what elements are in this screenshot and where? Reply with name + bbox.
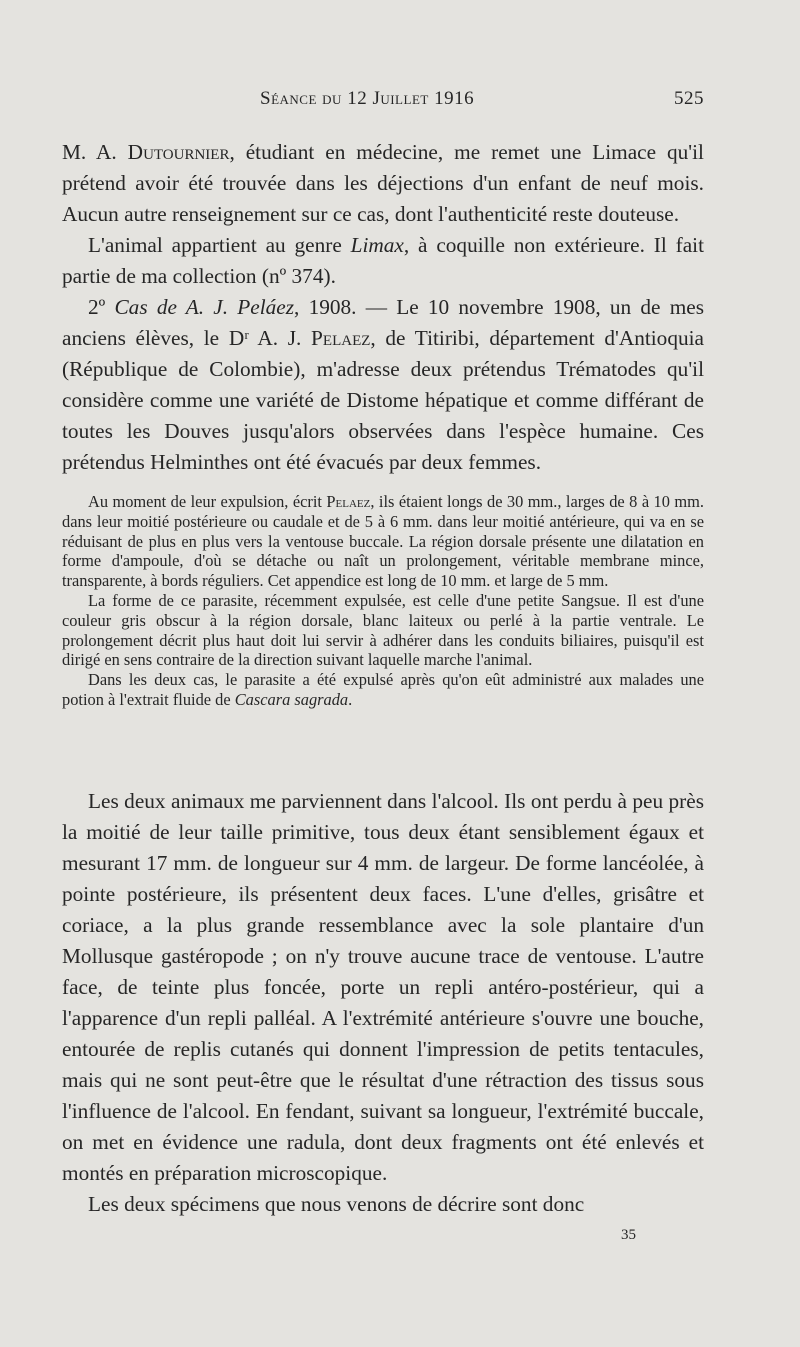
running-header — [62, 88, 704, 118]
header-title: Séance du 12 Juillet 1916 — [260, 88, 475, 109]
paragraph-conclusion: Les deux spécimens que nous venons de décrire sont donc — [88, 1192, 585, 1216]
paragraph-limax: L'animal appartient au genre Limax, à coquille non extérieure. Il fait partie de ma collection (nº 374). — [62, 233, 704, 288]
paragraph-description: Les deux animaux me parviennent dans l'alcool. Ils ont perdu à peu près la moitié de leur taille primitive, tous deux étant sensiblement égaux et mesurant 17 mm. de longueur sur 4 mm. de largeur. De forme lancéolée, à pointe postérieure, ils présentent deux faces. L'une d'elles, grisâtre et coriace, a la plus grande ressemblance avec la sole plantaire d'un Mollusque gastéropode ; on n'y trouve aucune trace de ventouse. L'autre face, de teinte plus foncée, porte un repli antéro-postérieur, qui a l'apparence d'un repli palléal. A l'extrémité antérieure s'ouvre une bouche, entourée de replis cutanés qui donnent l'impression de petits tentacules, mais qui ne sont peut-être que le résultat d'une rétraction des tissus sous l'influence de l'alcool. En fendant, suivant sa longueur, l'extrémité buccale, on met en évidence une radula, dont deux fragments ont été enlevés et montés en préparation microscopique. — [62, 789, 704, 1185]
paragraph-case-pelaez: 2º Cas de A. J. Peláez, 1908. — Le 10 novembre 1908, un de mes anciens élèves, le Dʳ A. J. Pelaez, de Titiribi, département d'Antioquia (République de Colombie), m'adresse deux prétendus Trématodes qu'il considère comme une variété de Distome hépatique et comme différant de toutes les Douves jusqu'alors observées dans l'espèce humaine. Ces prétendus Helminthes ont été évacués par deux femmes. — [62, 295, 704, 474]
page-number: 525 — [674, 88, 704, 109]
quote-treatment: Dans les deux cas, le parasite a été expulsé après qu'on eût administré aux malades une potion à l'extrait fluide de Cascara sagrada. — [62, 670, 704, 709]
description-paragraphs — [62, 786, 704, 1220]
paragraph-dutournier: M. A. Dutournier, étudiant en médecine, me remet une Limace qu'il prétend avoir été trouvée dans les déjections d'un enfant de neuf mois. Aucun autre renseignement sur ce cas, dont l'authenticité reste douteuse. — [62, 140, 704, 226]
signature-mark: 35 — [621, 1227, 636, 1243]
intro-paragraphs — [62, 137, 704, 478]
quote-expulsion: Au moment de leur expulsion, écrit Pelaez, ils étaient longs de 30 mm., larges de 8 à 10 mm. dans leur moitié postérieure ou caudale et de 5 à 6 mm. dans leur moitié antérieure, qui va en se réduisant de plus en plus vers la ventouse buccale. La région dorsale présente une dilatation en forme d'ampoule, d'où se détache ou naît un prolongement, véritable membrane mince, transparente, à bords réguliers. Cet appendice est long de 10 mm. et large de 5 mm. — [62, 492, 704, 591]
quote-form: La forme de ce parasite, récemment expulsée, est celle d'une petite Sangsue. Il est d'une couleur gris obscur à la région dorsale, blanc laiteux ou perlé à la partie ventrale. Le prolongement décrit plus haut doit lui servir à adhérer dans les conduits biliaires, puisqu'il est dirigé en sens contraire de la direction suivant laquelle marche l'animal. — [62, 590, 704, 670]
quoted-report — [62, 492, 704, 710]
